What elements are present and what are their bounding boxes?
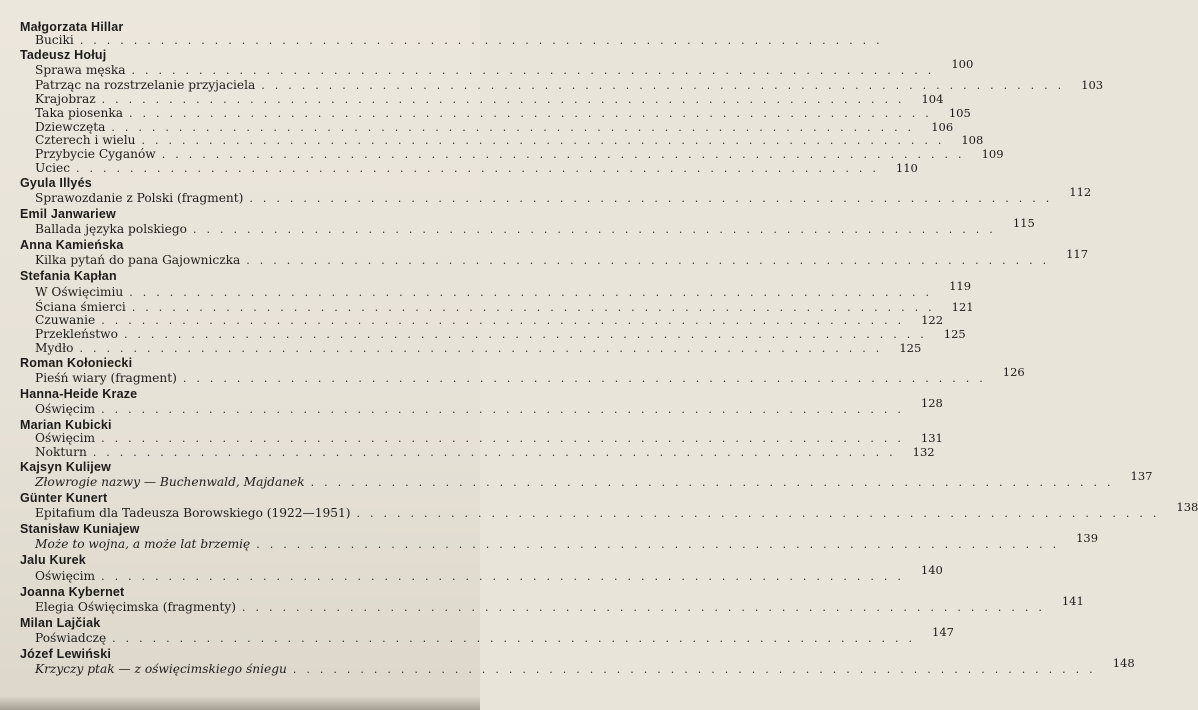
toc-entry-title: Taka piosenka — [35, 105, 123, 120]
dot-leader: ............................................................ — [128, 106, 939, 120]
toc-page-number: 140 — [920, 562, 943, 577]
toc-page-number: 108 — [961, 133, 984, 148]
toc-page-number: 131 — [920, 431, 943, 446]
toc-page-number: 109 — [981, 147, 1004, 162]
toc-entry — [20, 327, 966, 342]
toc-entry-title: Buciki — [35, 33, 74, 48]
dot-leader: ............................................................ — [192, 223, 1003, 237]
toc-entry-title: Elegia Oświęcimska (fragmenty) — [35, 599, 237, 614]
toc-entry-title: Mydło — [35, 340, 74, 355]
toc-entry-title: Sprawa męska — [35, 63, 126, 78]
dot-leader: ............................................................ — [356, 507, 1167, 521]
toc-page-number: 125 — [899, 340, 922, 355]
toc-entry — [20, 91, 944, 107]
toc-entry — [20, 340, 922, 356]
dot-leader: ............................................................ — [182, 371, 993, 385]
toc-page-number: 110 — [895, 160, 918, 175]
toc-page-number: 137 — [1130, 469, 1153, 484]
dot-leader: ............................................................ — [101, 314, 912, 328]
toc-entry-title: Pieśń wiary (fragment) — [35, 370, 177, 385]
toc-page-number: 148 — [1112, 656, 1135, 671]
toc-entry-title: Oświęcim — [35, 568, 96, 583]
toc-author: Stefania Kapłan — [20, 269, 117, 284]
toc-entry-title: Poświadczę — [35, 630, 107, 645]
toc-page-number: 128 — [920, 396, 943, 411]
toc-entry-title: Przekleństwo — [35, 327, 118, 342]
toc-page-number: 139 — [1076, 531, 1099, 546]
toc-entry-title: Dziewczęta — [35, 119, 106, 134]
toc-entry — [20, 184, 1092, 207]
toc-page-number: 106 — [931, 119, 954, 134]
toc-page-number: 126 — [1002, 364, 1025, 379]
toc-entry-title: Może to wojna, a może lat brzemię — [35, 537, 251, 552]
toc-author: Marian Kubicki — [20, 418, 112, 433]
toc-entry-title: Kilka pytań do pana Gajowniczka — [35, 253, 241, 268]
toc-page-number: 105 — [948, 105, 971, 120]
toc-entry-title: Oświęcim — [35, 431, 96, 446]
toc-page-number: 115 — [1012, 216, 1035, 231]
toc-entry — [20, 445, 935, 460]
dot-leader: ............................................................ — [101, 92, 912, 106]
toc-page-number: 141 — [1061, 593, 1084, 608]
dot-leader: ............................................................ — [141, 134, 952, 148]
dot-leader: ............................................................ — [101, 403, 911, 417]
toc-entry-title: Ballada języka polskiego — [35, 222, 187, 237]
toc-entry-title: Czterech i wielu — [35, 133, 136, 148]
toc-author: Hanna-Heide Kraze — [20, 386, 138, 401]
toc-entry — [20, 469, 1153, 491]
toc-author: Stanisław Kuniajew — [20, 522, 140, 537]
toc-entry — [20, 364, 1025, 387]
dot-leader: ............................................................ — [123, 328, 934, 342]
toc-entry — [20, 500, 1198, 522]
toc-page-number: 132 — [912, 445, 935, 460]
dot-leader: ............................................................ — [101, 432, 911, 446]
toc-page-number: 103 — [1081, 78, 1104, 93]
toc-entry — [20, 656, 1135, 678]
toc-entry-title: Ściana śmierci — [35, 299, 126, 314]
toc-page-number: 117 — [1066, 247, 1089, 262]
toc-entry-title: Przybycie Cyganów — [35, 147, 156, 162]
dot-leader: ............................................................ — [101, 569, 911, 583]
toc-entry — [20, 531, 1099, 553]
toc-entry — [20, 133, 984, 148]
dot-leader: ............................................................ — [112, 631, 922, 645]
dot-leader: ............................................................ — [79, 34, 890, 48]
toc-entry-title: Krajobraz — [35, 91, 96, 106]
toc-page-number: 122 — [921, 313, 944, 328]
toc-page-number: 147 — [932, 624, 954, 639]
toc-entry-title: Patrząc na rozstrzelanie przyjaciela — [35, 78, 256, 93]
toc-page-number: 104 — [921, 91, 944, 106]
toc-entry — [20, 593, 1084, 616]
toc-entry — [20, 278, 972, 301]
dot-leader: ............................................................ — [246, 254, 1057, 268]
dot-leader: ............................................................ — [249, 191, 1060, 205]
toc-entry-title: Oświęcim — [35, 402, 96, 417]
toc-entry-title: Uciec — [35, 160, 71, 175]
toc-entry — [20, 160, 918, 176]
dot-leader: ............................................................ — [310, 476, 1121, 490]
dot-leader: ............................................................ — [92, 446, 903, 460]
toc-entry — [20, 313, 944, 328]
toc-page-number: 100 — [951, 57, 974, 72]
toc-author: Gyula Illyés — [20, 175, 92, 190]
toc-author: Günter Kunert — [20, 491, 108, 506]
toc-entry — [20, 78, 1104, 93]
toc-entry-title: Epitafium dla Tadeusza Borowskiego (1922—1951) — [35, 506, 351, 521]
toc-entry — [20, 562, 943, 585]
dot-leader: ............................................................ — [129, 285, 940, 299]
toc-entry — [20, 33, 890, 48]
toc-entry-title: W Oświęcimiu — [35, 284, 124, 299]
toc-entry — [20, 57, 974, 79]
toc-entry — [20, 299, 974, 315]
toc-entry — [20, 624, 954, 647]
dot-leader: ............................................................ — [242, 600, 1052, 614]
toc-entry — [20, 431, 943, 446]
toc-author: Tadeusz Hołuj — [20, 47, 107, 62]
toc-entry — [20, 396, 943, 418]
toc-page-number: 138 — [1176, 500, 1198, 515]
toc-entry — [20, 247, 1089, 269]
dot-leader: ............................................................ — [76, 161, 886, 175]
toc-entry-title: Nokturn — [35, 445, 87, 460]
toc-entry-title: Czuwanie — [35, 313, 96, 328]
toc-entry — [20, 216, 1035, 238]
toc-entry-title: Sprawozdanie z Polski (fragment) — [35, 190, 244, 205]
toc-author: Małgorzata Hillar — [20, 20, 124, 34]
toc-author: Jalu Kurek — [20, 553, 86, 568]
toc-author: Milan Lajčiak — [20, 615, 101, 630]
dot-leader: ............................................................ — [261, 79, 1072, 93]
toc-author: Józef Lewiński — [20, 646, 112, 661]
toc-entry — [20, 105, 971, 121]
table-of-contents — [20, 20, 1198, 678]
dot-leader: ............................................................ — [131, 64, 942, 78]
dot-leader: ............................................................ — [161, 148, 972, 162]
toc-page-number: 119 — [949, 278, 972, 293]
toc-page-number: 125 — [943, 327, 966, 342]
dot-leader: ............................................................ — [292, 663, 1103, 677]
toc-page-number: 121 — [951, 299, 974, 314]
dot-leader: ............................................................ — [111, 120, 922, 134]
toc-entry-title: Krzyczy ptak — z oświęcimskiego śniegu — [35, 662, 287, 677]
dot-leader: ............................................................ — [79, 341, 890, 355]
toc-author: Joanna Kybernet — [20, 584, 125, 599]
toc-entry — [20, 119, 954, 135]
dot-leader: ............................................................ — [256, 538, 1067, 552]
toc-author: Emil Janwariew — [20, 206, 116, 221]
dot-leader: ............................................................ — [131, 300, 942, 314]
toc-author: Roman Kołoniecki — [20, 355, 133, 370]
toc-author: Anna Kamieńska — [20, 238, 124, 253]
toc-entry — [20, 147, 1004, 162]
toc-page-number: 112 — [1069, 184, 1092, 199]
toc-author: Kajsyn Kulijew — [20, 459, 112, 474]
toc-entry-title: Złowrogie nazwy — Buchenwald, Majdanek — [35, 475, 305, 490]
